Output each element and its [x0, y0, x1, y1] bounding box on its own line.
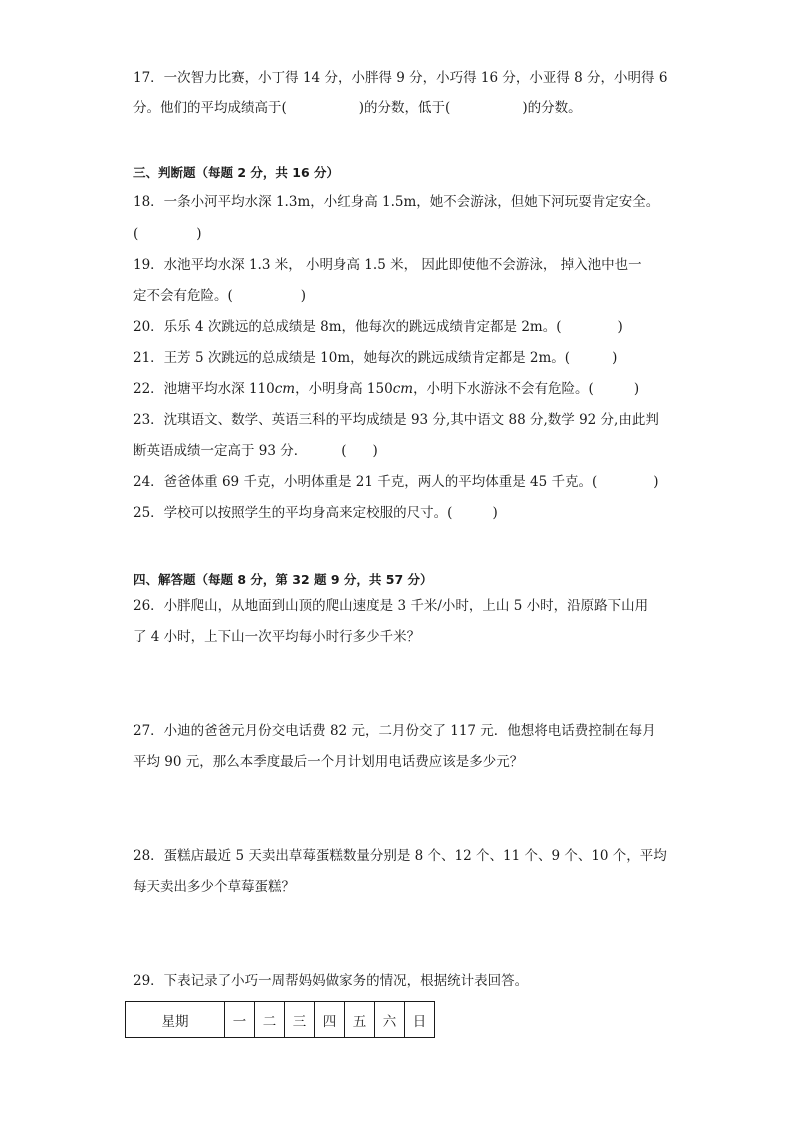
q22-close-paren: ) — [633, 381, 640, 397]
table-row — [126, 1002, 435, 1038]
q24-close-paren: ) — [653, 474, 659, 490]
question-18-line-2 — [133, 224, 202, 244]
day-cell-mon: 一 — [225, 1002, 255, 1038]
q21-text: 21．王芳 5 次跳远的总成绩是 10m，她每次的跳远成绩肯定都是 2m。( — [133, 350, 571, 366]
question-19-line-1: 19．水池平均水深 1.3 米， 小明身高 1.5 米， 因此即使他不会游泳， 掉入池中也一 — [133, 257, 642, 273]
q22-text-b: ，小明身高 150 — [295, 381, 393, 397]
q19-text: 定不会有危险。( — [133, 288, 233, 304]
q24-text: 24．爸爸体重 69 千克，小明体重是 21 千克，两人的平均体重是 45 千克。( — [133, 474, 598, 490]
q20-text: 20．乐乐 4 次跳远的总成绩是 8m，他每次的跳远成绩肯定都是 2m。( — [133, 319, 562, 335]
q19-close-paren: ) — [300, 288, 307, 304]
question-21 — [133, 348, 617, 368]
question-23-line-2 — [133, 441, 378, 461]
day-cell-sat: 六 — [375, 1002, 405, 1038]
q25-close-paren: ) — [492, 505, 498, 521]
q25-text: 25．学校可以按照学生的平均身高来定校服的尺寸。( — [133, 505, 453, 521]
q17-text-b: )的分数，低于( — [358, 100, 451, 116]
day-cell-wed: 三 — [285, 1002, 315, 1038]
question-27-line-1: 27．小迪的爸爸元月份交电话费 82 元，二月份交了 117 元．他想将电话费控制在每月 — [133, 723, 656, 739]
q20-close-paren: ) — [617, 319, 623, 335]
q17-text-c: )的分数。 — [522, 100, 582, 116]
q23-text: 断英语成绩一定高于 93 分． — [133, 443, 308, 459]
question-18-line-1: 18．一条小河平均水深 1.3m，小红身高 1.5m，她不会游泳，但她下河玩耍肯定安全。 — [133, 194, 660, 210]
day-cell-fri: 五 — [345, 1002, 375, 1038]
day-cell-thu: 四 — [315, 1002, 345, 1038]
question-28-line-2: 每天卖出多少个草莓蛋糕？ — [133, 879, 295, 895]
section-3-heading: 三、判断题（每题 2 分，共 16 分） — [133, 165, 340, 180]
q22-text-a: 22．池塘平均水深 110 — [133, 381, 275, 397]
question-25 — [133, 503, 498, 523]
q21-close-paren: ) — [612, 350, 618, 366]
question-29-line-1: 29．下表记录了小巧一周帮妈妈做家务的情况，根据统计表回答。 — [133, 973, 529, 989]
section-4-heading: 四、解答题（每题 8 分，第 32 题 9 分，共 57 分） — [133, 572, 433, 587]
question-23-line-1: 23．沈琪语文、数学、英语三科的平均成绩是 93 分,其中语文 88 分,数学 92 分,由此判 — [133, 412, 659, 428]
q22-unit-1: cm — [274, 381, 296, 397]
q23-open-paren: ( — [341, 443, 347, 459]
table-header-cell: 星期 — [126, 1002, 225, 1038]
question-17-line-2 — [133, 98, 582, 118]
question-28-line-1: 28．蛋糕店最近 5 天卖出草莓蛋糕数量分别是 8 个、12 个、11 个、9 个、10 个，平均 — [133, 848, 667, 864]
q22-text-c: ，小明下水游泳不会有危险。( — [413, 381, 594, 397]
q23-close-paren: ) — [372, 443, 378, 459]
question-20 — [133, 317, 623, 337]
question-19-line-2 — [133, 286, 306, 306]
q18-open-paren: ( — [133, 226, 139, 242]
q18-close-paren: ) — [196, 226, 202, 242]
weekday-table — [125, 1001, 435, 1038]
question-22 — [133, 379, 639, 399]
question-24 — [133, 472, 659, 492]
day-cell-sun: 日 — [405, 1002, 435, 1038]
q17-text-a: 分。他们的平均成绩高于( — [133, 100, 287, 116]
question-26-line-1: 26．小胖爬山，从地面到山顶的爬山速度是 3 千米/小时，上山 5 小时，沿原路下山用 — [133, 598, 649, 614]
q22-unit-2: cm — [392, 381, 414, 397]
question-27-line-2: 平均 90 元，那么本季度最后一个月计划用电话费应该是多少元？ — [133, 754, 524, 770]
day-cell-tue: 二 — [255, 1002, 285, 1038]
question-26-line-2: 了 4 小时，上下山一次平均每小时行多少千米？ — [133, 629, 421, 645]
question-17-line-1: 17．一次智力比赛，小丁得 14 分，小胖得 9 分，小巧得 16 分，小亚得 8 分，小明得 6 — [133, 70, 668, 86]
